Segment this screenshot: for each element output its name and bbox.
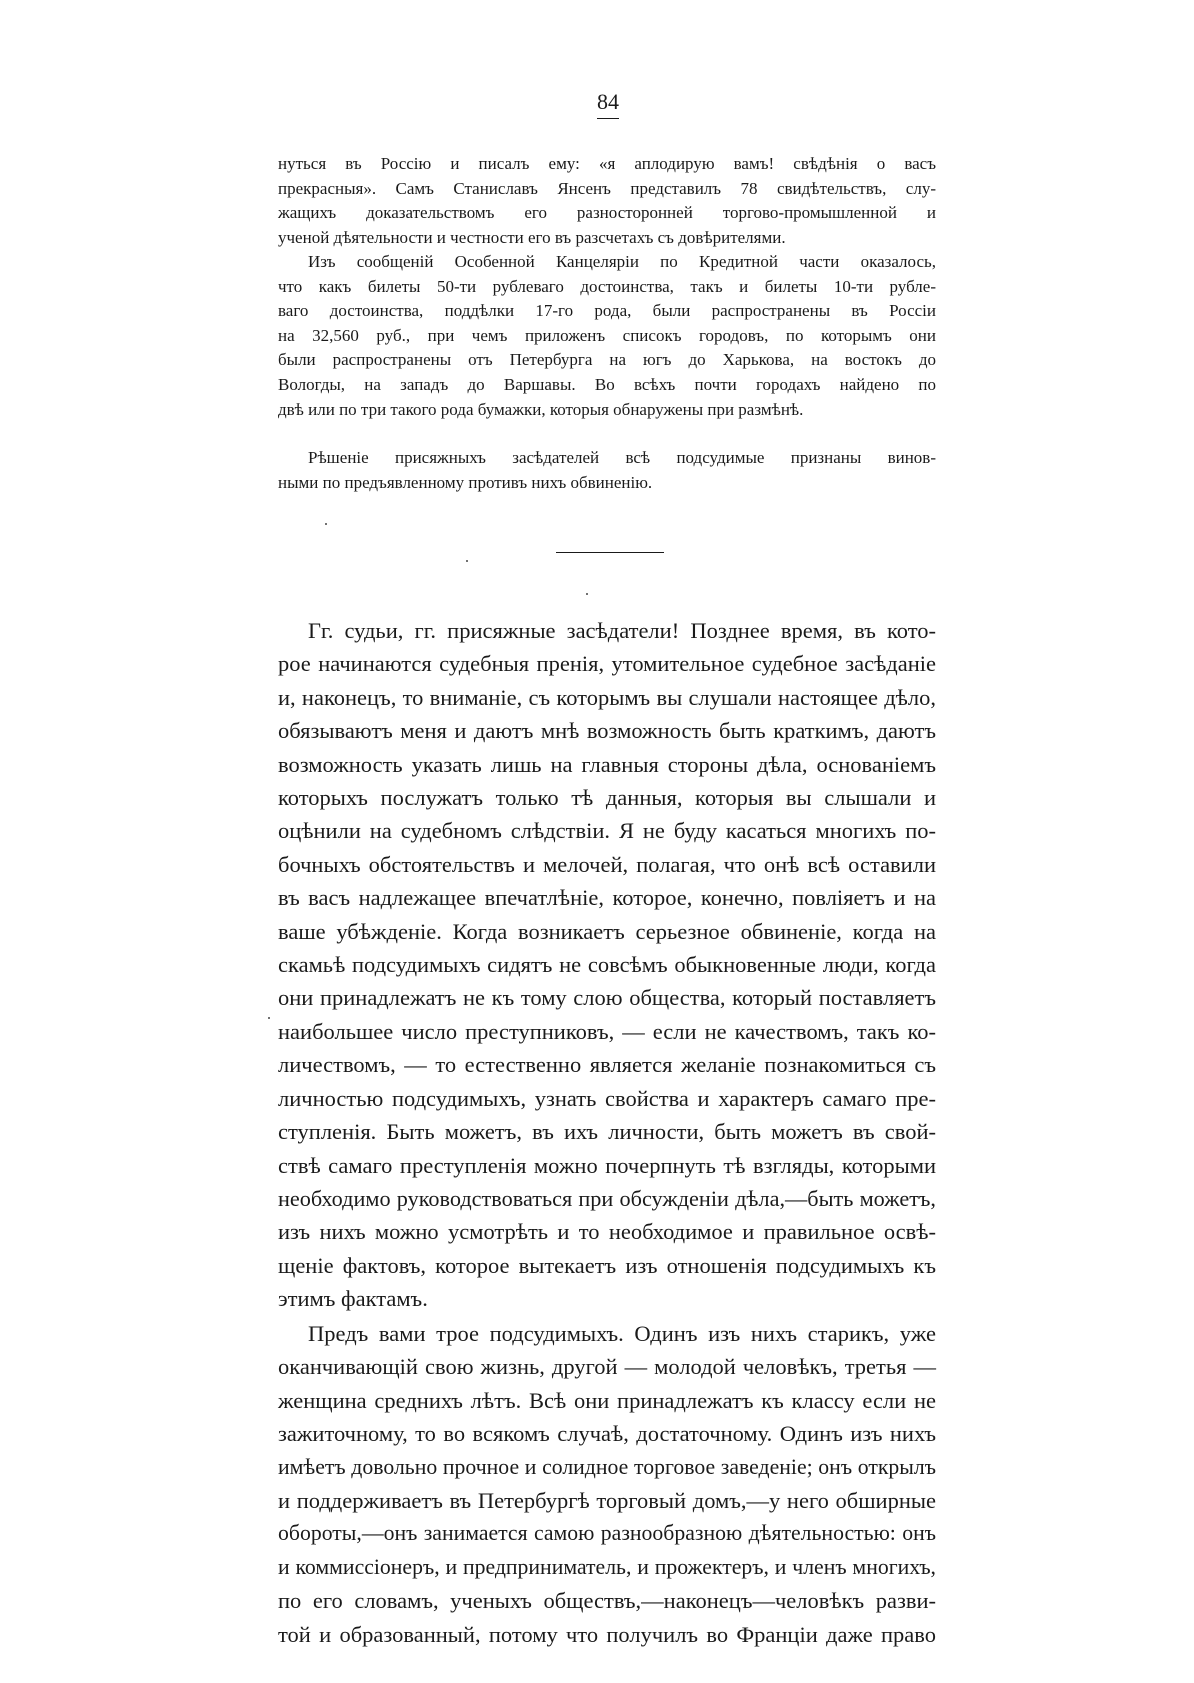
text-line: личествомъ, — то естественно является желаніе познакомиться съ [278, 1052, 936, 1078]
text-line: двѣ или по три такого рода бумажки, которыя обнаружены при размѣнѣ. [278, 399, 804, 419]
text-line: рое начинаются судебныя пренія, утомительное судебное засѣданіе [278, 651, 936, 677]
paragraph-chancellery-report [278, 250, 936, 422]
text-line: бочныхъ обстоятельствъ и мелочей, полагая, что онѣ всѣ оставили [278, 851, 936, 877]
text-line: возможность указать лишь на главныя стороны дѣла, основаніемъ [278, 751, 936, 777]
paragraph-speech-opening [278, 614, 936, 1316]
paragraph-janssen-testimonials [278, 152, 936, 250]
text-line: ваше убѣжденіе. Когда возникаетъ серьезное обвиненіе, когда на [278, 918, 936, 944]
text-line: необходимо руководствоваться при обсужденіи дѣла,—быть можетъ, [278, 1185, 936, 1211]
print-speck [268, 1017, 270, 1019]
text-line: и, наконецъ, то вниманіе, съ которымъ вы слушали настоящее дѣло, [278, 684, 936, 710]
text-line: прекрасныя». Самъ Станиславъ Янсенъ представилъ 78 свидѣтельствъ, слу- [278, 178, 936, 198]
text-line: ствѣ самаго преступленія можно почерпнуть тѣ взгляды, которыми [278, 1152, 936, 1178]
text-line: были распространены отъ Петербурга на югъ до Харькова, на востокъ до [278, 350, 936, 370]
text-line: щеніе фактовъ, которое вытекаетъ изъ отношенія подсудимыхъ къ [278, 1252, 936, 1278]
paragraph-verdict [278, 446, 936, 495]
text-line: Рѣшеніе присяжныхъ засѣдателей всѣ подсудимые признаны винов- [308, 448, 936, 467]
text-line: которыхъ послужатъ только тѣ данныя, которыя вы слышали и [278, 785, 936, 811]
text-line: и поддерживаетъ въ Петербургѣ торговый домъ,—у него обширные [278, 1488, 936, 1514]
text-line: ступленія. Быть можетъ, въ ихъ личности, быть можетъ въ свой- [278, 1119, 936, 1145]
text-line: имѣетъ довольно прочное и солидное торговое заведеніе; онъ открылъ [278, 1454, 936, 1479]
text-line: этимъ фактамъ. [278, 1286, 428, 1312]
text-line: на 32,560 руб., при чемъ приложенъ списокъ городовъ, по которымъ они [278, 325, 936, 345]
text-line: наибольшее число преступниковъ, — если не качествомъ, такъ ко- [278, 1018, 936, 1044]
print-speck [586, 593, 588, 595]
text-line: Гг. судьи, гг. присяжные засѣдатели! Позднее время, въ кото- [308, 618, 936, 643]
text-line: по его словамъ, ученыхъ обществъ,—наконецъ—человѣкъ разви- [278, 1588, 936, 1614]
text-line: Предъ вами трое подсудимыхъ. Одинъ изъ нихъ старикъ, уже [308, 1321, 936, 1346]
text-line: жащихъ доказательствомъ его разносторонней торгово-промышленной и [278, 203, 936, 223]
text-line: ученой дѣятельности и честности его въ разсчетахъ съ довѣрителями. [278, 227, 786, 247]
text-line: ными по предъявленному противъ нихъ обвиненію. [278, 472, 653, 492]
print-speck [325, 523, 327, 525]
text-line: въ васъ надлежащее впечатлѣніе, которое, конечно, повліяетъ и на [278, 885, 936, 911]
text-line: оканчивающій свою жизнь, другой — молодой человѣкъ, третья — [278, 1354, 936, 1380]
text-line: Вологды, на западъ до Варшавы. Во всѣхъ почти городахъ найдено по [278, 374, 936, 394]
section-divider [556, 552, 664, 553]
text-line: нуться въ Россію и писалъ ему: «я аплодирую вамъ! свѣдѣнія о васъ [278, 154, 936, 173]
text-line: обязываютъ меня и даютъ мнѣ возможность быть краткимъ, даютъ [278, 718, 936, 744]
text-line: и коммиссіонеръ, и предприниматель, и прожектеръ, и членъ многихъ, [278, 1554, 936, 1579]
text-line: ваго достоинства, поддѣлки 17-го рода, были распространены въ Россіи [278, 301, 936, 321]
text-line: скамьѣ подсудимыхъ сидятъ не совсѣмъ обыкновенные люди, когда [278, 952, 936, 978]
text-line: личностью подсудимыхъ, узнать свойства и характеръ самаго пре- [278, 1085, 936, 1111]
text-line: той и образованный, потому что получилъ во Франціи даже право [278, 1621, 936, 1647]
print-speck [466, 560, 468, 562]
page-number: 84 [597, 90, 619, 119]
text-line: они принадлежатъ не къ тому слою общества, который поставляетъ [278, 985, 936, 1011]
text-line: зажиточному, то во всякомъ случаѣ, достаточному. Одинъ изъ нихъ [278, 1421, 936, 1447]
text-line: оцѣнили на судебномъ слѣдствіи. Я не буду касаться многихъ по- [278, 818, 936, 844]
text-line: что какъ билеты 50-ти рублеваго достоинства, такъ и билеты 10-ти рубле- [278, 276, 936, 296]
text-line: женщина среднихъ лѣтъ. Всѣ они принадлежатъ къ классу если не [278, 1387, 936, 1413]
paragraph-speech-defendants [278, 1317, 936, 1651]
text-line: обороты,—онъ занимается самою разнообразною дѣятельностью: онъ [278, 1521, 936, 1546]
text-line: изъ нихъ можно усмотрѣть и то необходимое и правильное освѣ- [278, 1219, 936, 1245]
text-line: Изъ сообщеній Особенной Канцеляріи по Кредитной части оказалось, [308, 252, 936, 271]
